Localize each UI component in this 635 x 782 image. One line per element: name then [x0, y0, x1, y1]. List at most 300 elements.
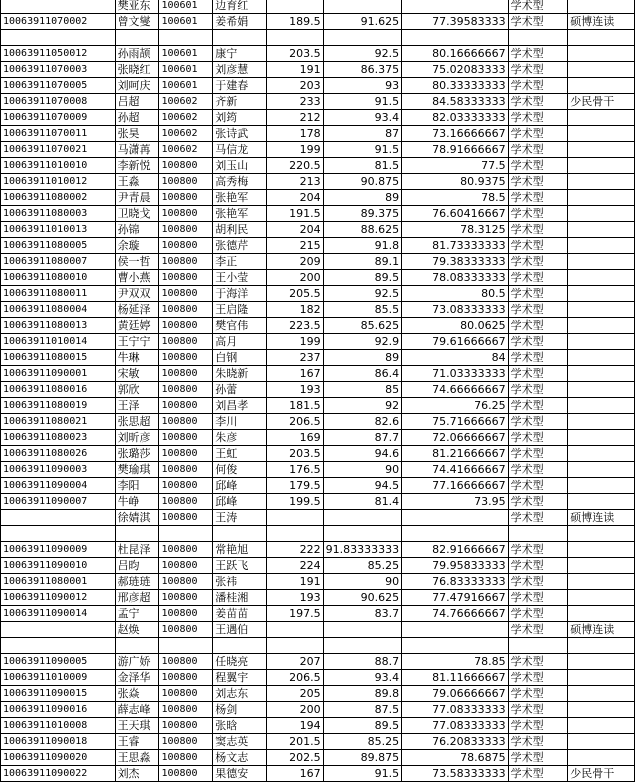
exam-id-cell: 10063911090020	[1, 750, 116, 766]
degree-type-cell: 学术型	[508, 494, 568, 510]
note-cell: 硕博连读	[568, 510, 635, 526]
degree-type-cell: 学术型	[508, 366, 568, 382]
total-score-cell: 79.06666667	[402, 686, 509, 702]
exam-id-cell	[1, 30, 116, 46]
supervisor-name-cell: 康宁	[213, 46, 267, 62]
interview-score-cell: 89.375	[323, 206, 401, 222]
note-cell: 硕博连读	[568, 622, 635, 638]
initial-score-cell: 206.5	[266, 670, 323, 686]
student-name-cell: 牛峥	[115, 494, 159, 510]
note-cell	[568, 318, 635, 334]
major-code-cell: 100602	[159, 94, 213, 110]
degree-type-cell: 学术型	[508, 142, 568, 158]
exam-id-cell: 10063911050012	[1, 46, 116, 62]
major-code-cell	[159, 30, 213, 46]
student-name-cell: 卫晓戈	[115, 206, 159, 222]
table-row	[1, 718, 635, 734]
table-row	[1, 222, 635, 238]
total-score-cell: 79.95833333	[402, 558, 509, 574]
supervisor-name-cell: 姜苗苗	[213, 606, 267, 622]
total-score-cell: 72.06666667	[402, 430, 509, 446]
interview-score-cell: 89	[323, 190, 401, 206]
major-code-cell: 100800	[159, 206, 213, 222]
degree-type-cell: 学术型	[508, 350, 568, 366]
student-name-cell: 孙雨颉	[115, 46, 159, 62]
supervisor-name-cell: 王遇伯	[213, 622, 267, 638]
interview-score-cell: 87	[323, 126, 401, 142]
initial-score-cell: 212	[266, 110, 323, 126]
initial-score-cell	[266, 526, 323, 542]
initial-score-cell: 205	[266, 686, 323, 702]
major-code-cell: 100601	[159, 62, 213, 78]
interview-score-cell: 89.5	[323, 718, 401, 734]
major-code-cell: 100800	[159, 318, 213, 334]
interview-score-cell: 85	[323, 382, 401, 398]
student-name-cell: 郝琏琏	[115, 574, 159, 590]
supervisor-name-cell: 果德安	[213, 766, 267, 782]
student-name-cell: 张晓红	[115, 62, 159, 78]
interview-score-cell: 90	[323, 574, 401, 590]
exam-id-cell: 10063911080023	[1, 430, 116, 446]
table-row	[1, 766, 635, 782]
student-name-cell: 游广娇	[115, 654, 159, 670]
supervisor-name-cell: 于海洋	[213, 286, 267, 302]
exam-id-cell: 10063911080016	[1, 382, 116, 398]
interview-score-cell: 91.5	[323, 142, 401, 158]
interview-score-cell: 92	[323, 398, 401, 414]
degree-type-cell: 学术型	[508, 238, 568, 254]
table-row	[1, 62, 635, 78]
interview-score-cell: 90.875	[323, 174, 401, 190]
initial-score-cell	[266, 638, 323, 654]
student-name-cell: 王泽	[115, 398, 159, 414]
major-code-cell	[159, 526, 213, 542]
total-score-cell: 76.25	[402, 398, 509, 414]
initial-score-cell: 199	[266, 142, 323, 158]
table-row	[1, 686, 635, 702]
student-name-cell: 吕昀	[115, 558, 159, 574]
total-score-cell: 77.39583333	[402, 14, 509, 30]
student-name-cell: 黄廷婷	[115, 318, 159, 334]
supervisor-name-cell: 刘筠	[213, 110, 267, 126]
table-row	[1, 638, 635, 654]
note-cell	[568, 574, 635, 590]
note-cell	[568, 446, 635, 462]
exam-id-cell: 10063911090010	[1, 558, 116, 574]
supervisor-name-cell: 李川	[213, 414, 267, 430]
note-cell: 少民骨干	[568, 766, 635, 782]
interview-score-cell	[323, 622, 401, 638]
degree-type-cell: 学术型	[508, 62, 568, 78]
supervisor-name-cell: 李正	[213, 254, 267, 270]
total-score-cell: 79.38333333	[402, 254, 509, 270]
exam-id-cell: 10063911080019	[1, 398, 116, 414]
degree-type-cell	[508, 30, 568, 46]
major-code-cell: 100800	[159, 590, 213, 606]
interview-score-cell	[323, 638, 401, 654]
major-code-cell: 100800	[159, 302, 213, 318]
table-row	[1, 462, 635, 478]
degree-type-cell: 学术型	[508, 334, 568, 350]
supervisor-name-cell: 窦志英	[213, 734, 267, 750]
initial-score-cell: 189.5	[266, 14, 323, 30]
exam-id-cell: 10063911090014	[1, 606, 116, 622]
supervisor-name-cell: 王虹	[213, 446, 267, 462]
total-score-cell: 77.08333333	[402, 718, 509, 734]
major-code-cell: 100800	[159, 190, 213, 206]
student-name-cell: 郭欣	[115, 382, 159, 398]
degree-type-cell	[508, 526, 568, 542]
major-code-cell: 100800	[159, 750, 213, 766]
degree-type-cell: 学术型	[508, 398, 568, 414]
supervisor-name-cell: 王小莹	[213, 270, 267, 286]
interview-score-cell: 89.1	[323, 254, 401, 270]
interview-score-cell: 94.5	[323, 478, 401, 494]
initial-score-cell: 200	[266, 270, 323, 286]
table-row	[1, 174, 635, 190]
initial-score-cell: 203.5	[266, 446, 323, 462]
supervisor-name-cell: 张祎	[213, 574, 267, 590]
student-name-cell: 樊亚东	[115, 0, 159, 14]
degree-type-cell: 学术型	[508, 382, 568, 398]
supervisor-name-cell: 刘昌孝	[213, 398, 267, 414]
total-score-cell: 75.02083333	[402, 62, 509, 78]
initial-score-cell: 202.5	[266, 750, 323, 766]
interview-score-cell: 89.8	[323, 686, 401, 702]
note-cell	[568, 638, 635, 654]
student-name-cell: 刘昕彦	[115, 430, 159, 446]
degree-type-cell: 学术型	[508, 766, 568, 782]
note-cell	[568, 366, 635, 382]
table-row	[1, 206, 635, 222]
supervisor-name-cell: 王跃飞	[213, 558, 267, 574]
exam-id-cell: 10063911090001	[1, 366, 116, 382]
note-cell	[568, 206, 635, 222]
degree-type-cell: 学术型	[508, 702, 568, 718]
major-code-cell: 100800	[159, 350, 213, 366]
note-cell	[568, 542, 635, 558]
initial-score-cell: 179.5	[266, 478, 323, 494]
interview-score-cell: 85.625	[323, 318, 401, 334]
major-code-cell: 100601	[159, 46, 213, 62]
total-score-cell: 80.5	[402, 286, 509, 302]
exam-id-cell: 10063911090009	[1, 542, 116, 558]
initial-score-cell: 206.5	[266, 414, 323, 430]
supervisor-name-cell: 孙蕾	[213, 382, 267, 398]
major-code-cell: 100800	[159, 494, 213, 510]
exam-id-cell	[1, 622, 116, 638]
major-code-cell: 100601	[159, 0, 213, 14]
exam-id-cell	[1, 0, 116, 14]
degree-type-cell: 学术型	[508, 462, 568, 478]
supervisor-name-cell: 胡利民	[213, 222, 267, 238]
total-score-cell: 73.95	[402, 494, 509, 510]
degree-type-cell: 学术型	[508, 286, 568, 302]
interview-score-cell: 91.625	[323, 14, 401, 30]
initial-score-cell: 201.5	[266, 734, 323, 750]
initial-score-cell: 194	[266, 718, 323, 734]
table-row	[1, 30, 635, 46]
major-code-cell: 100602	[159, 126, 213, 142]
initial-score-cell: 199	[266, 334, 323, 350]
major-code-cell: 100800	[159, 574, 213, 590]
major-code-cell: 100800	[159, 366, 213, 382]
supervisor-name-cell	[213, 638, 267, 654]
total-score-cell: 78.85	[402, 654, 509, 670]
total-score-cell: 80.16666667	[402, 46, 509, 62]
student-name-cell: 杜昆泽	[115, 542, 159, 558]
total-score-cell: 77.16666667	[402, 478, 509, 494]
major-code-cell: 100800	[159, 670, 213, 686]
total-score-cell: 75.71666667	[402, 414, 509, 430]
initial-score-cell: 167	[266, 766, 323, 782]
degree-type-cell: 学术型	[508, 78, 568, 94]
degree-type-cell: 学术型	[508, 654, 568, 670]
interview-score-cell: 91.8	[323, 238, 401, 254]
major-code-cell: 100800	[159, 174, 213, 190]
exam-id-cell	[1, 510, 116, 526]
interview-score-cell: 88.625	[323, 222, 401, 238]
student-name-cell: 金泽华	[115, 670, 159, 686]
interview-score-cell: 82.6	[323, 414, 401, 430]
supervisor-name-cell: 边育红	[213, 0, 267, 14]
student-name-cell: 王睿	[115, 734, 159, 750]
total-score-cell: 82.03333333	[402, 110, 509, 126]
note-cell	[568, 286, 635, 302]
table-row	[1, 606, 635, 622]
exam-id-cell: 10063911090003	[1, 462, 116, 478]
initial-score-cell: 209	[266, 254, 323, 270]
interview-score-cell: 83.7	[323, 606, 401, 622]
table-row	[1, 366, 635, 382]
interview-score-cell: 91.5	[323, 94, 401, 110]
table-row	[1, 46, 635, 62]
interview-score-cell: 86.375	[323, 62, 401, 78]
interview-score-cell: 89.875	[323, 750, 401, 766]
note-cell	[568, 462, 635, 478]
supervisor-name-cell: 张诗武	[213, 126, 267, 142]
supervisor-name-cell: 于建春	[213, 78, 267, 94]
exam-id-cell: 10063911080005	[1, 238, 116, 254]
table-row	[1, 558, 635, 574]
total-score-cell: 73.16666667	[402, 126, 509, 142]
total-score-cell: 78.08333333	[402, 270, 509, 286]
degree-type-cell: 学术型	[508, 542, 568, 558]
degree-type-cell: 学术型	[508, 14, 568, 30]
exam-id-cell: 10063911070021	[1, 142, 116, 158]
supervisor-name-cell: 白钢	[213, 350, 267, 366]
initial-score-cell: 167	[266, 366, 323, 382]
major-code-cell	[159, 638, 213, 654]
note-cell	[568, 382, 635, 398]
major-code-cell: 100800	[159, 718, 213, 734]
degree-type-cell: 学术型	[508, 46, 568, 62]
degree-type-cell: 学术型	[508, 590, 568, 606]
supervisor-name-cell: 姜希娟	[213, 14, 267, 30]
table-row	[1, 542, 635, 558]
supervisor-name-cell: 邱峰	[213, 478, 267, 494]
table-row	[1, 14, 635, 30]
major-code-cell: 100800	[159, 654, 213, 670]
note-cell	[568, 158, 635, 174]
initial-score-cell: 233	[266, 94, 323, 110]
interview-score-cell	[323, 526, 401, 542]
total-score-cell: 77.08333333	[402, 702, 509, 718]
table-row	[1, 654, 635, 670]
supervisor-name-cell: 朱晓新	[213, 366, 267, 382]
major-code-cell: 100800	[159, 238, 213, 254]
initial-score-cell: 178	[266, 126, 323, 142]
degree-type-cell: 学术型	[508, 446, 568, 462]
note-cell	[568, 254, 635, 270]
student-name-cell: 侯一哲	[115, 254, 159, 270]
major-code-cell: 100800	[159, 222, 213, 238]
degree-type-cell: 学术型	[508, 718, 568, 734]
student-name-cell: 杨延泽	[115, 302, 159, 318]
major-code-cell: 100800	[159, 734, 213, 750]
interview-score-cell: 94.6	[323, 446, 401, 462]
student-name-cell: 樊瑜琪	[115, 462, 159, 478]
interview-score-cell: 90.625	[323, 590, 401, 606]
supervisor-name-cell: 任晓亮	[213, 654, 267, 670]
major-code-cell: 100800	[159, 686, 213, 702]
exam-id-cell	[1, 638, 116, 654]
student-name-cell	[115, 526, 159, 542]
interview-score-cell: 81.4	[323, 494, 401, 510]
table-row	[1, 382, 635, 398]
note-cell	[568, 750, 635, 766]
supervisor-name-cell: 马信龙	[213, 142, 267, 158]
major-code-cell: 100800	[159, 510, 213, 526]
supervisor-name-cell	[213, 526, 267, 542]
student-name-cell: 王天琪	[115, 718, 159, 734]
degree-type-cell: 学术型	[508, 270, 568, 286]
initial-score-cell: 191.5	[266, 206, 323, 222]
major-code-cell: 100800	[159, 542, 213, 558]
total-score-cell	[402, 526, 509, 542]
initial-score-cell	[266, 510, 323, 526]
interview-score-cell: 93.4	[323, 110, 401, 126]
note-cell	[568, 606, 635, 622]
total-score-cell: 77.5	[402, 158, 509, 174]
table-row	[1, 398, 635, 414]
total-score-cell: 78.6875	[402, 750, 509, 766]
note-cell	[568, 46, 635, 62]
student-name-cell: 吕超	[115, 94, 159, 110]
exam-id-cell: 10063911080002	[1, 190, 116, 206]
student-name-cell: 王淼	[115, 174, 159, 190]
major-code-cell: 100800	[159, 478, 213, 494]
total-score-cell	[402, 510, 509, 526]
degree-type-cell: 学术型	[508, 94, 568, 110]
initial-score-cell: 197.5	[266, 606, 323, 622]
initial-score-cell: 222	[266, 542, 323, 558]
note-cell	[568, 590, 635, 606]
note-cell	[568, 670, 635, 686]
table-row	[1, 334, 635, 350]
major-code-cell: 100800	[159, 398, 213, 414]
supervisor-name-cell: 刘志东	[213, 686, 267, 702]
interview-score-cell	[323, 0, 401, 14]
initial-score-cell: 223.5	[266, 318, 323, 334]
table-row	[1, 126, 635, 142]
total-score-cell: 74.76666667	[402, 606, 509, 622]
note-cell	[568, 78, 635, 94]
student-name-cell	[115, 30, 159, 46]
note-cell	[568, 126, 635, 142]
note-cell	[568, 526, 635, 542]
table-row	[1, 142, 635, 158]
table-row	[1, 0, 635, 14]
degree-type-cell: 学术型	[508, 222, 568, 238]
exam-id-cell: 10063911080021	[1, 414, 116, 430]
exam-id-cell: 10063911010009	[1, 670, 116, 686]
degree-type-cell: 学术型	[508, 670, 568, 686]
degree-type-cell: 学术型	[508, 318, 568, 334]
note-cell	[568, 238, 635, 254]
major-code-cell: 100800	[159, 446, 213, 462]
note-cell	[568, 654, 635, 670]
interview-score-cell: 87.5	[323, 702, 401, 718]
table-row	[1, 318, 635, 334]
student-name-cell: 邢彦超	[115, 590, 159, 606]
major-code-cell: 100800	[159, 382, 213, 398]
total-score-cell: 77.47916667	[402, 590, 509, 606]
note-cell	[568, 686, 635, 702]
major-code-cell: 100602	[159, 110, 213, 126]
degree-type-cell: 学术型	[508, 190, 568, 206]
initial-score-cell: 205.5	[266, 286, 323, 302]
supervisor-name-cell: 杨文志	[213, 750, 267, 766]
degree-type-cell: 学术型	[508, 510, 568, 526]
total-score-cell: 84	[402, 350, 509, 366]
supervisor-name-cell: 常艳旭	[213, 542, 267, 558]
initial-score-cell	[266, 0, 323, 14]
major-code-cell: 100800	[159, 702, 213, 718]
degree-type-cell: 学术型	[508, 430, 568, 446]
major-code-cell: 100601	[159, 78, 213, 94]
student-name-cell: 尹青晨	[115, 190, 159, 206]
total-score-cell	[402, 638, 509, 654]
table-row	[1, 526, 635, 542]
total-score-cell	[402, 30, 509, 46]
note-cell	[568, 334, 635, 350]
interview-score-cell	[323, 30, 401, 46]
exam-id-cell: 10063911080003	[1, 206, 116, 222]
major-code-cell: 100800	[159, 334, 213, 350]
student-name-cell: 孙超	[115, 110, 159, 126]
major-code-cell: 100800	[159, 766, 213, 782]
exam-id-cell: 10063911010010	[1, 158, 116, 174]
interview-score-cell: 93.4	[323, 670, 401, 686]
student-name-cell: 徐婧淇	[115, 510, 159, 526]
total-score-cell	[402, 622, 509, 638]
major-code-cell: 100800	[159, 254, 213, 270]
degree-type-cell: 学术型	[508, 478, 568, 494]
initial-score-cell: 220.5	[266, 158, 323, 174]
major-code-cell: 100800	[159, 286, 213, 302]
table-row	[1, 494, 635, 510]
degree-type-cell: 学术型	[508, 302, 568, 318]
interview-score-cell: 85.25	[323, 558, 401, 574]
interview-score-cell: 92.5	[323, 46, 401, 62]
exam-id-cell: 10063911070009	[1, 110, 116, 126]
student-name-cell: 牛琳	[115, 350, 159, 366]
initial-score-cell: 204	[266, 190, 323, 206]
total-score-cell: 80.33333333	[402, 78, 509, 94]
supervisor-name-cell: 齐新	[213, 94, 267, 110]
interview-score-cell: 92.9	[323, 334, 401, 350]
